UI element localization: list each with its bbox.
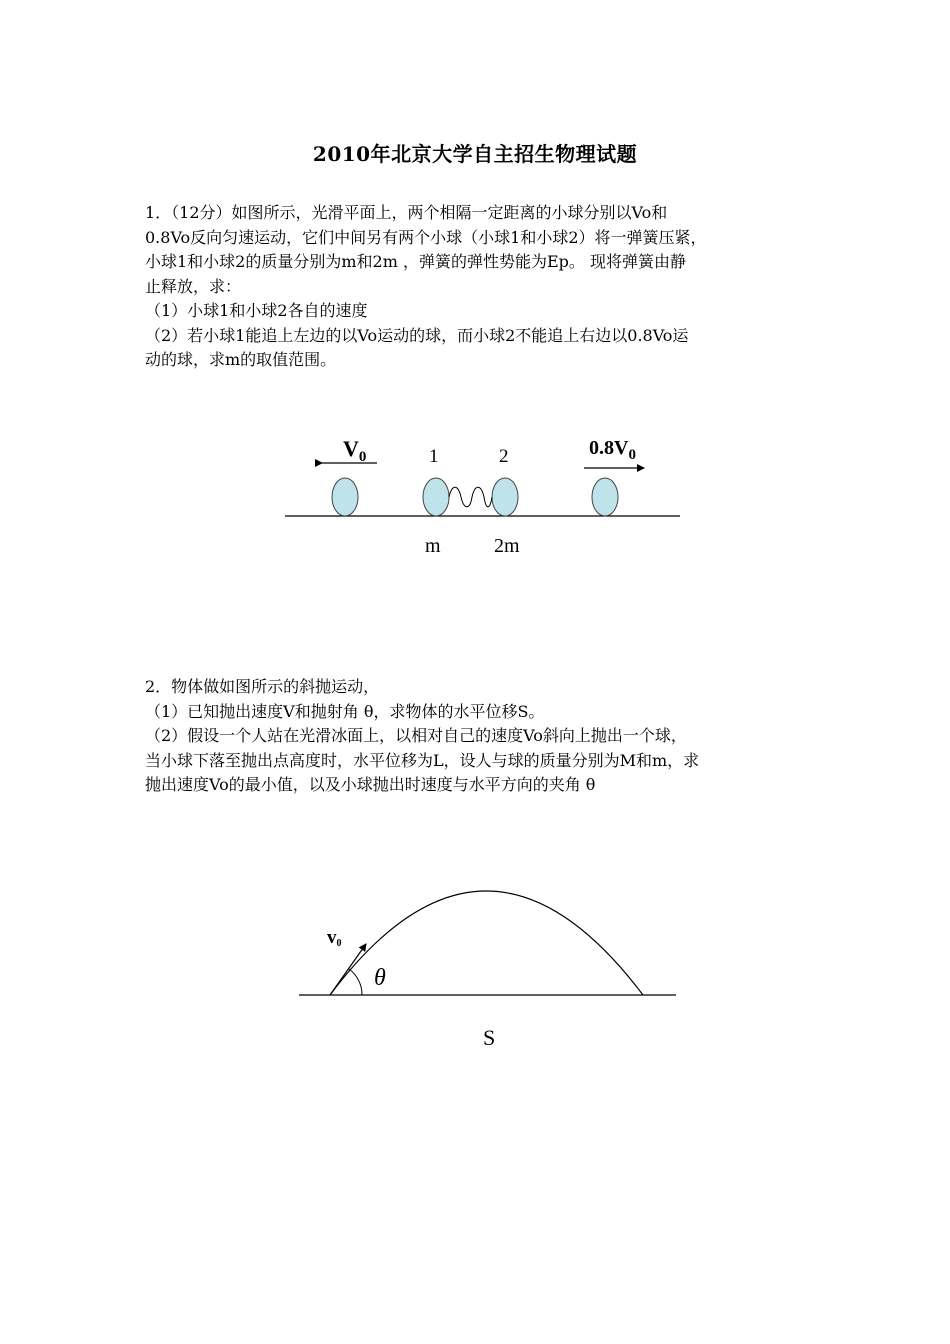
ball-2-label: 2 — [499, 446, 509, 467]
q2-line: 抛出速度Vo的最小值，以及小球抛出时速度与水平方向的夹角 θ — [145, 775, 596, 794]
left-velocity-label: $V_0$ — [343, 436, 367, 465]
right-velocity-label: $0.8V_0$ — [589, 437, 636, 463]
page-title: 2010年北京大学自主招生物理试题 — [312, 142, 638, 166]
angle-arc — [349, 969, 362, 995]
q1-line: 1．（12分）如图所示，光滑平面上，两个相隔一定距离的小球分别以Vo和 — [145, 203, 668, 222]
q2-line: 2．物体做如图所示的斜抛运动， — [145, 677, 380, 696]
q1-line: （1）小球1和小球2各自的速度 — [145, 301, 368, 320]
ball-2 — [492, 478, 518, 516]
right-ball — [592, 478, 618, 516]
q1-line: （2）若小球1能追上左边的以Vo运动的球，而小球2不能追上右边以0.8Vo运 — [145, 325, 689, 345]
q2-line: （1）已知抛出速度V和抛射角 θ，求物体的水平位移S。 — [145, 701, 545, 721]
displacement-label: S — [483, 1025, 496, 1050]
q2-line: 当小球下落至抛出点高度时，水平位移为L，设人与球的质量分别为M和m，求 — [145, 750, 700, 770]
ball-1-label: 1 — [429, 446, 439, 467]
q1-line: 0.8Vo反向匀速运动，它们中间另有两个小球（小球1和小球2）将一弹簧压紧， — [145, 227, 707, 247]
q1-line: 小球1和小球2的质量分别为m和2m ，弹簧的弹性势能为Ep。 现将弹簧由静 — [145, 252, 686, 271]
figure-1-spring-balls — [285, 436, 680, 557]
mass-2-label: 2m — [494, 535, 520, 557]
launch-velocity-arrow — [330, 944, 366, 995]
compressed-spring — [449, 487, 492, 507]
mass-1-label: m — [425, 535, 441, 557]
q1-line: 动的球，求m的取值范围。 — [145, 350, 337, 369]
velocity-label: v0 — [327, 927, 342, 949]
figure-2-projectile — [299, 891, 676, 1050]
ball-1 — [423, 478, 449, 516]
left-ball — [332, 478, 358, 516]
q1-line: 止释放，求： — [145, 276, 242, 296]
q2-line: （2）假设一个人站在光滑冰面上，以相对自己的速度Vo斜向上抛出一个球， — [145, 726, 687, 745]
question-2-text — [145, 675, 815, 798]
angle-label: θ — [374, 965, 386, 991]
